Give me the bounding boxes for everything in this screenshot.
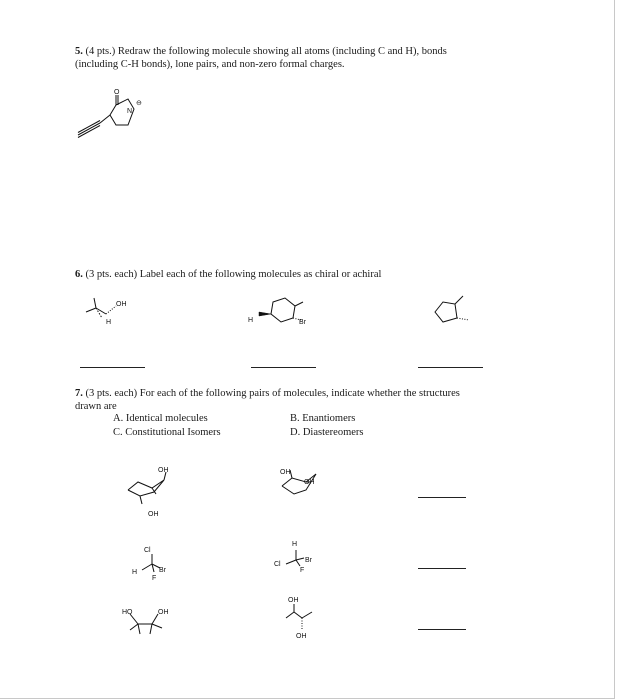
answer-line-6-1[interactable] xyxy=(80,367,145,368)
q7-pair2-right xyxy=(272,536,332,576)
q7-p2-left-h: H xyxy=(132,569,138,576)
q5-alkyne xyxy=(78,123,100,135)
question-5 xyxy=(75,45,535,71)
question-7-text-1: (3 pts. each) For each of the following pairs of molecules, indicate whether the structures xyxy=(85,388,460,399)
q7-p3-left-oh: OH xyxy=(158,609,169,616)
q7-p2-right-br: Br xyxy=(305,557,312,564)
q5-atom-o: O xyxy=(114,89,120,96)
answer-line-6-2[interactable] xyxy=(251,367,316,368)
answer-line-7-1[interactable] xyxy=(418,497,466,498)
question-5-text-2: (including C-H bonds), lone pairs, and non-zero formal charges. xyxy=(75,59,345,70)
q7-pair2-left xyxy=(130,542,180,582)
question-6 xyxy=(75,268,535,281)
q7-pair3-right xyxy=(276,594,326,646)
question-5-text-1: (4 pts.) Redraw the following molecule showing all atoms (including C and H), bonds xyxy=(85,46,447,57)
answer-line-7-2[interactable] xyxy=(418,568,466,569)
q6-molecule-1 xyxy=(82,292,152,332)
q7-p2-left-f: F xyxy=(152,575,157,582)
q7-p2-right-h: H xyxy=(292,541,298,548)
q7-p1-right-oh-2: OH xyxy=(304,479,315,486)
choice-a: A. Identical molecules xyxy=(113,413,208,424)
q6-molecule-2 xyxy=(243,292,323,332)
q7-p1-left-top-oh: OH xyxy=(158,467,169,474)
question-7-number: 7. xyxy=(75,388,83,399)
question-6-number: 6. xyxy=(75,269,83,280)
q6-molecule-3 xyxy=(427,292,487,332)
q7-p2-left-cl: Cl xyxy=(144,547,151,554)
choice-d: D. Diastereomers xyxy=(290,427,364,438)
choice-b: B. Enantiomers xyxy=(290,413,356,424)
q6-m1-h: H xyxy=(106,319,112,326)
q7-pair1-right xyxy=(276,462,346,502)
q7-p3-right-top-oh: OH xyxy=(288,597,299,604)
q7-p2-left-br: Br xyxy=(159,567,166,574)
q5-atom-n: N xyxy=(127,108,133,115)
q7-p3-left-ho: HO xyxy=(122,609,133,616)
q7-p1-right-oh-1: OH xyxy=(280,469,291,476)
answer-line-7-3[interactable] xyxy=(418,629,466,630)
question-7 xyxy=(75,387,535,413)
choice-c: C. Constitutional Isomers xyxy=(113,427,221,438)
q5-negative-charge: ⊖ xyxy=(136,100,142,107)
question-5-number: 5. xyxy=(75,46,83,57)
q7-p3-right-bottom-oh: OH xyxy=(296,633,307,640)
q7-p2-right-cl: Cl xyxy=(274,561,281,568)
q7-p1-left-bottom-oh: OH xyxy=(148,511,159,518)
question-6-text: (3 pts. each) Label each of the following molecules as chiral or achiral xyxy=(85,269,382,280)
q5-molecule xyxy=(70,85,160,145)
q6-m2-h: H xyxy=(248,317,254,324)
q7-pair3-left xyxy=(118,602,178,642)
q6-m1-oh: OH xyxy=(116,301,127,308)
q7-p2-right-f: F xyxy=(300,567,305,574)
q6-m2-br: Br xyxy=(299,319,306,326)
q7-pair1-left xyxy=(120,462,190,522)
question-7-text-2: drawn are xyxy=(75,401,117,412)
answer-line-6-3[interactable] xyxy=(418,367,483,368)
